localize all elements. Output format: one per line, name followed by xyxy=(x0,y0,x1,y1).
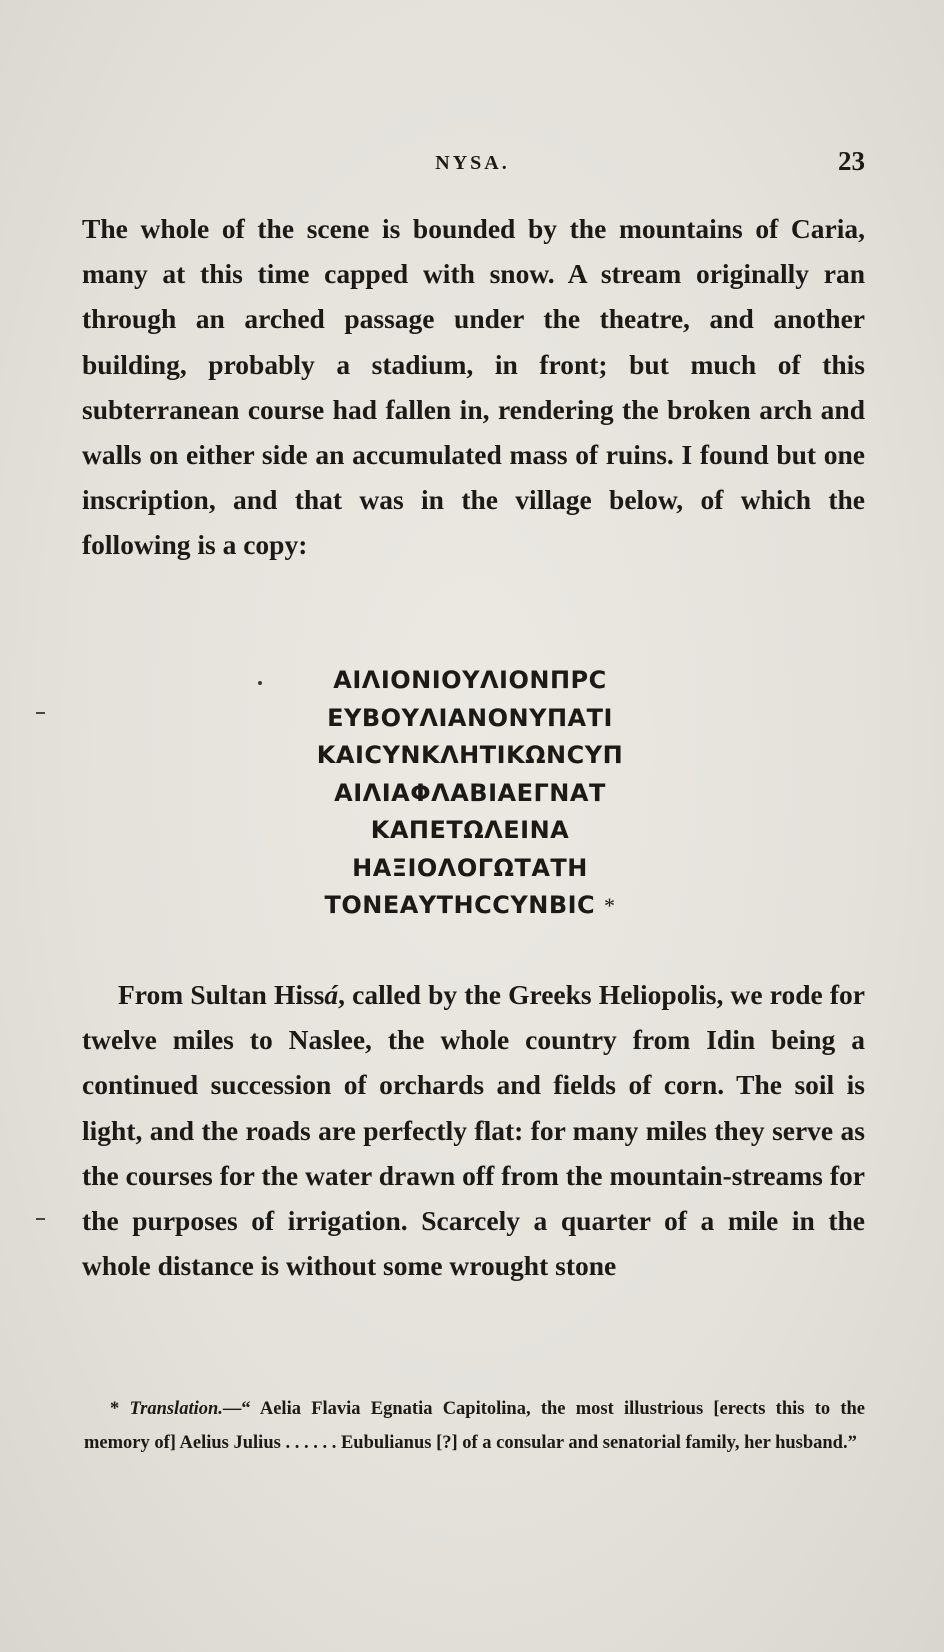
paragraph-2-text: , called by the Greeks Heliopolis, we rode for twelve miles to Naslee, the whole country from Idin being a continued succession of orchards and fields of corn. The soil is light, and the roads are perfectly flat: for many miles they serve as the courses for the water drawn off from the mountain-streams for the purposes of irrigation. Scarcely a quarter of a mile in the whole distance is without some wrought stone xyxy=(82,979,865,1282)
margin-dash xyxy=(36,1218,45,1220)
inscription-line-text: ΤΟΝΕΑΥΤΗϹϹΥΝΒΙϹ xyxy=(324,891,596,919)
inscription-line: ΕΥΒΟΥΛΙΑΝΟΝΥΠΑΤΙ xyxy=(327,703,613,732)
inscription-line: ΚΑΠΕΤΩΛΕΙΝΑ xyxy=(370,816,570,844)
page-number: 23 xyxy=(838,146,865,176)
page-header xyxy=(80,146,865,182)
paragraph-2 xyxy=(82,972,865,1288)
footnote-reference: * xyxy=(604,893,616,918)
paragraph-2-lead: From Sultan Hiss xyxy=(118,979,325,1010)
running-head: NYSA. xyxy=(435,152,510,174)
greek-inscription xyxy=(200,662,740,925)
footnote-text: —“ Aelia Flavia Egnatia Capitolina, the most illustrious [erects this to the memory of] Aelius Julius . . . . . . Eubulianus [?] of a consular and senatorial family, her husband.” xyxy=(84,1399,866,1453)
inscription-line: ΑΙΛΙΟΝΙΟΥΛΙΟΝΠΡϹ xyxy=(333,666,607,694)
inscription-line: ΗΑΞΙΟΛΟΓΩΤΑΤΗ xyxy=(352,853,588,882)
inscription-line: ΑΙΛΙΑΦΛΑΒΙΑΕΓΝΑΤ xyxy=(334,778,606,807)
footnote-label: Translation. xyxy=(129,1399,223,1419)
inscription-line: ΚΑΙϹΥΝΚΛΗΤΙΚΩΝϹΥΠ xyxy=(316,741,624,769)
paragraph-2-accent: á xyxy=(324,979,339,1010)
inscription-line-last xyxy=(200,887,740,925)
paragraph-1: The whole of the scene is bounded by the mountains of Caria, many at this time capped with snow. A stream originally ran through an arched passage under the theatre, and another building, probably a stadium, in front; but much of this subterranean course had fallen in, rendering the broken arch and walls on either side an accumulated mass of ruins. I found but one inscription, and that was in the village below, of which the following is a copy: xyxy=(82,213,865,561)
footnote-marker: * xyxy=(110,1399,120,1419)
footnote xyxy=(84,1392,865,1460)
margin-dash xyxy=(36,712,45,714)
